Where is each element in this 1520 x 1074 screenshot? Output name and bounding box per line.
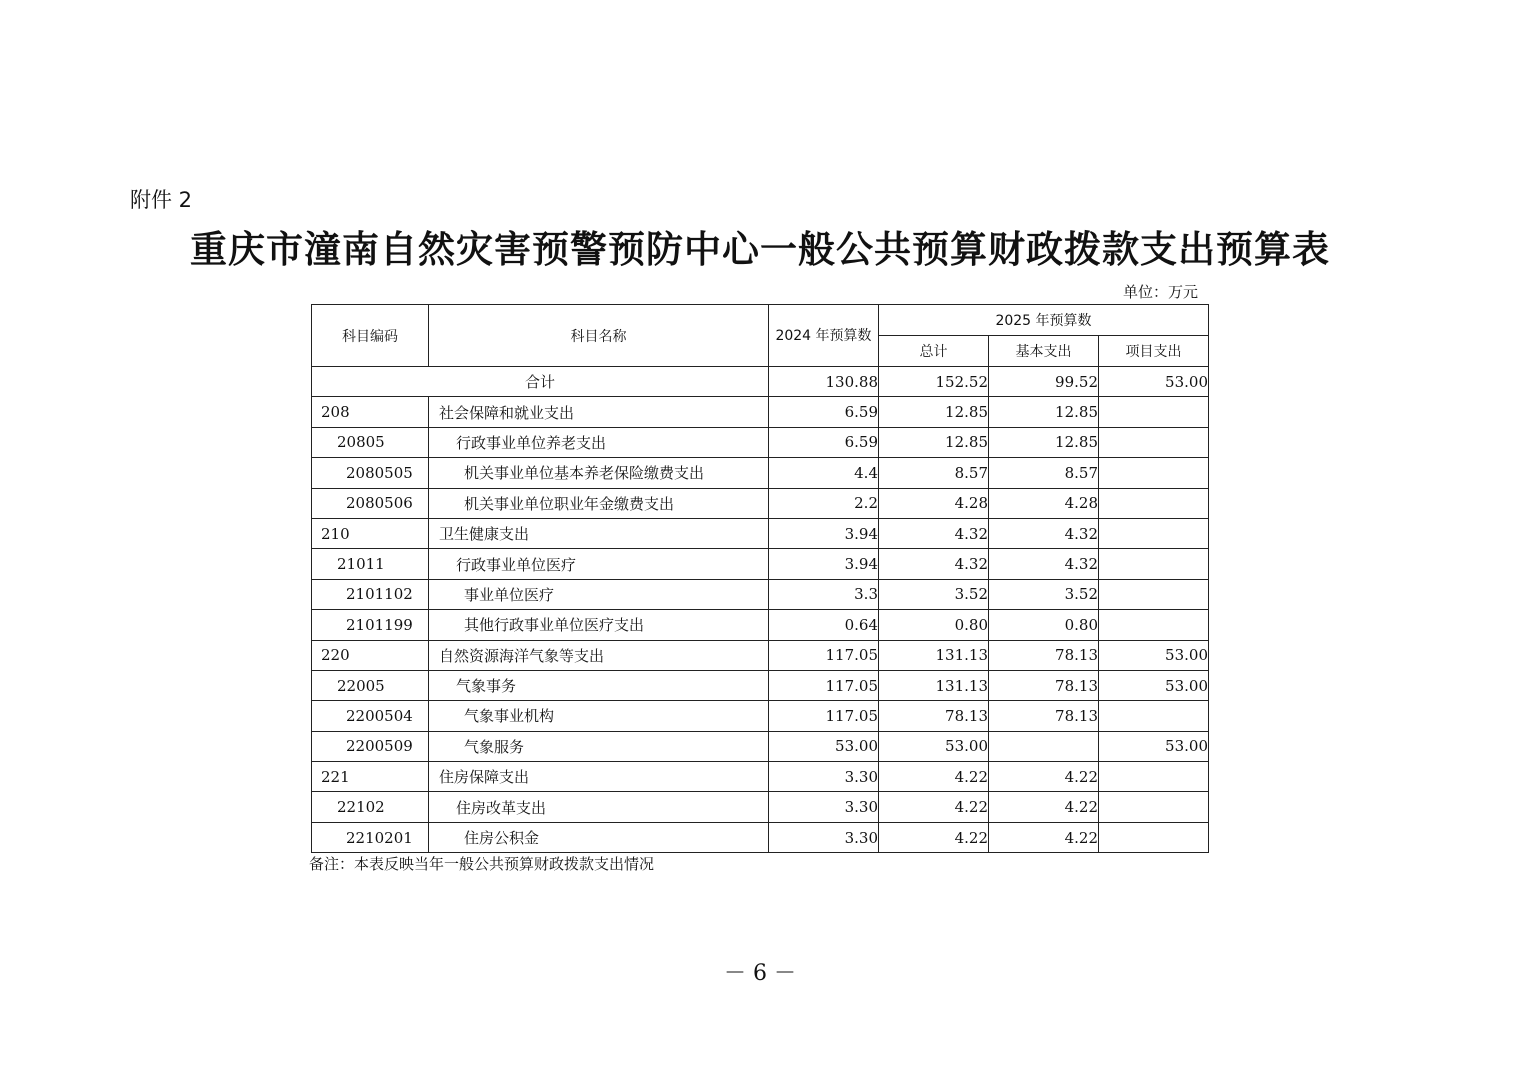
page-title: 重庆市潼南自然灾害预警预防中心一般公共预算财政拨款支出预算表	[190, 228, 1330, 271]
row-total: 131.13	[879, 640, 989, 670]
table-row	[312, 488, 1209, 518]
row-basic: 78.13	[989, 640, 1099, 670]
table-row	[312, 579, 1209, 609]
row-code: 22005	[312, 670, 429, 700]
row-name: 行政事业单位养老支出	[429, 427, 769, 457]
row-code: 21011	[312, 549, 429, 579]
row-budget-2024: 53.00	[769, 731, 879, 761]
row-project	[1099, 762, 1209, 792]
row-budget-2024: 3.94	[769, 549, 879, 579]
row-project	[1099, 610, 1209, 640]
row-name: 机关事业单位职业年金缴费支出	[429, 488, 769, 518]
row-budget-2024: 117.05	[769, 640, 879, 670]
row-code: 2080506	[312, 488, 429, 518]
row-basic: 4.28	[989, 488, 1099, 518]
table-row	[312, 762, 1209, 792]
total-row	[312, 367, 1209, 397]
table-row	[312, 458, 1209, 488]
total-project: 53.00	[1099, 367, 1209, 397]
table-row	[312, 640, 1209, 670]
row-total: 3.52	[879, 579, 989, 609]
row-code: 2200504	[312, 701, 429, 731]
row-code: 22102	[312, 792, 429, 822]
row-project	[1099, 427, 1209, 457]
row-code: 208	[312, 397, 429, 427]
header-code: 科目编码	[312, 305, 429, 367]
row-basic: 4.32	[989, 518, 1099, 548]
row-project	[1099, 579, 1209, 609]
table-row	[312, 397, 1209, 427]
row-basic: 4.32	[989, 549, 1099, 579]
page-number: － 6 －	[724, 961, 796, 986]
row-code: 220	[312, 640, 429, 670]
row-basic: 4.22	[989, 762, 1099, 792]
row-name: 机关事业单位基本养老保险缴费支出	[429, 458, 769, 488]
header-total: 总计	[879, 336, 989, 367]
row-name: 卫生健康支出	[429, 518, 769, 548]
row-budget-2024: 4.4	[769, 458, 879, 488]
row-project: 53.00	[1099, 731, 1209, 761]
row-code: 2101102	[312, 579, 429, 609]
row-budget-2024: 2.2	[769, 488, 879, 518]
row-basic: 4.22	[989, 792, 1099, 822]
total-basic: 99.52	[989, 367, 1099, 397]
row-code: 2101199	[312, 610, 429, 640]
row-total: 0.80	[879, 610, 989, 640]
table-note: 备注：本表反映当年一般公共预算财政拨款支出情况	[309, 855, 655, 873]
row-budget-2024: 3.30	[769, 762, 879, 792]
total-total: 152.52	[879, 367, 989, 397]
table-row	[312, 518, 1209, 548]
row-basic: 4.22	[989, 822, 1099, 852]
row-code: 2210201	[312, 822, 429, 852]
row-total: 4.22	[879, 822, 989, 852]
unit-label: 单位：万元	[1122, 283, 1198, 301]
attachment-label: 附件 2	[130, 188, 193, 212]
row-name: 其他行政事业单位医疗支出	[429, 610, 769, 640]
row-budget-2024: 117.05	[769, 670, 879, 700]
row-project	[1099, 488, 1209, 518]
row-basic: 0.80	[989, 610, 1099, 640]
total-label: 合计	[312, 367, 769, 397]
row-code: 2080505	[312, 458, 429, 488]
header-project: 项目支出	[1099, 336, 1209, 367]
row-total: 4.28	[879, 488, 989, 518]
row-budget-2024: 117.05	[769, 701, 879, 731]
row-name: 行政事业单位医疗	[429, 549, 769, 579]
table-row	[312, 731, 1209, 761]
row-total: 4.32	[879, 549, 989, 579]
row-name: 住房改革支出	[429, 792, 769, 822]
row-name: 自然资源海洋气象等支出	[429, 640, 769, 670]
table-row	[312, 427, 1209, 457]
row-code: 221	[312, 762, 429, 792]
row-total: 12.85	[879, 397, 989, 427]
row-basic: 3.52	[989, 579, 1099, 609]
row-project: 53.00	[1099, 670, 1209, 700]
row-project	[1099, 518, 1209, 548]
row-project	[1099, 458, 1209, 488]
row-basic: 12.85	[989, 427, 1099, 457]
row-name: 气象事务	[429, 670, 769, 700]
row-project	[1099, 792, 1209, 822]
header-budget-2024-text: 2024 年预算数	[775, 327, 872, 344]
row-budget-2024: 3.30	[769, 822, 879, 852]
row-total: 4.22	[879, 792, 989, 822]
row-total: 131.13	[879, 670, 989, 700]
row-total: 12.85	[879, 427, 989, 457]
row-name: 住房保障支出	[429, 762, 769, 792]
row-name: 气象服务	[429, 731, 769, 761]
row-budget-2024: 6.59	[769, 397, 879, 427]
row-name: 社会保障和就业支出	[429, 397, 769, 427]
row-code: 20805	[312, 427, 429, 457]
header-budget-2025: 2025 年预算数	[879, 305, 1209, 336]
row-total: 78.13	[879, 701, 989, 731]
row-project	[1099, 701, 1209, 731]
row-budget-2024: 3.94	[769, 518, 879, 548]
row-total: 8.57	[879, 458, 989, 488]
row-basic: 78.13	[989, 670, 1099, 700]
row-budget-2024: 3.30	[769, 792, 879, 822]
header-name: 科目名称	[429, 305, 769, 367]
row-name: 事业单位医疗	[429, 579, 769, 609]
row-basic	[989, 731, 1099, 761]
row-project	[1099, 549, 1209, 579]
row-basic: 12.85	[989, 397, 1099, 427]
table-row	[312, 701, 1209, 731]
row-budget-2024: 6.59	[769, 427, 879, 457]
row-project	[1099, 397, 1209, 427]
row-name: 住房公积金	[429, 822, 769, 852]
header-basic: 基本支出	[989, 336, 1099, 367]
row-code: 210	[312, 518, 429, 548]
row-name: 气象事业机构	[429, 701, 769, 731]
row-budget-2024: 0.64	[769, 610, 879, 640]
row-code: 2200509	[312, 731, 429, 761]
row-basic: 8.57	[989, 458, 1099, 488]
row-total: 4.22	[879, 762, 989, 792]
table-row	[312, 822, 1209, 852]
row-total: 53.00	[879, 731, 989, 761]
table-row	[312, 670, 1209, 700]
header-budget-2024	[769, 305, 879, 367]
row-budget-2024: 3.3	[769, 579, 879, 609]
total-budget-2024: 130.88	[769, 367, 879, 397]
budget-table	[311, 304, 1209, 853]
row-project	[1099, 822, 1209, 852]
row-project: 53.00	[1099, 640, 1209, 670]
table-row	[312, 549, 1209, 579]
row-total: 4.32	[879, 518, 989, 548]
table-row	[312, 610, 1209, 640]
table-row	[312, 792, 1209, 822]
row-basic: 78.13	[989, 701, 1099, 731]
